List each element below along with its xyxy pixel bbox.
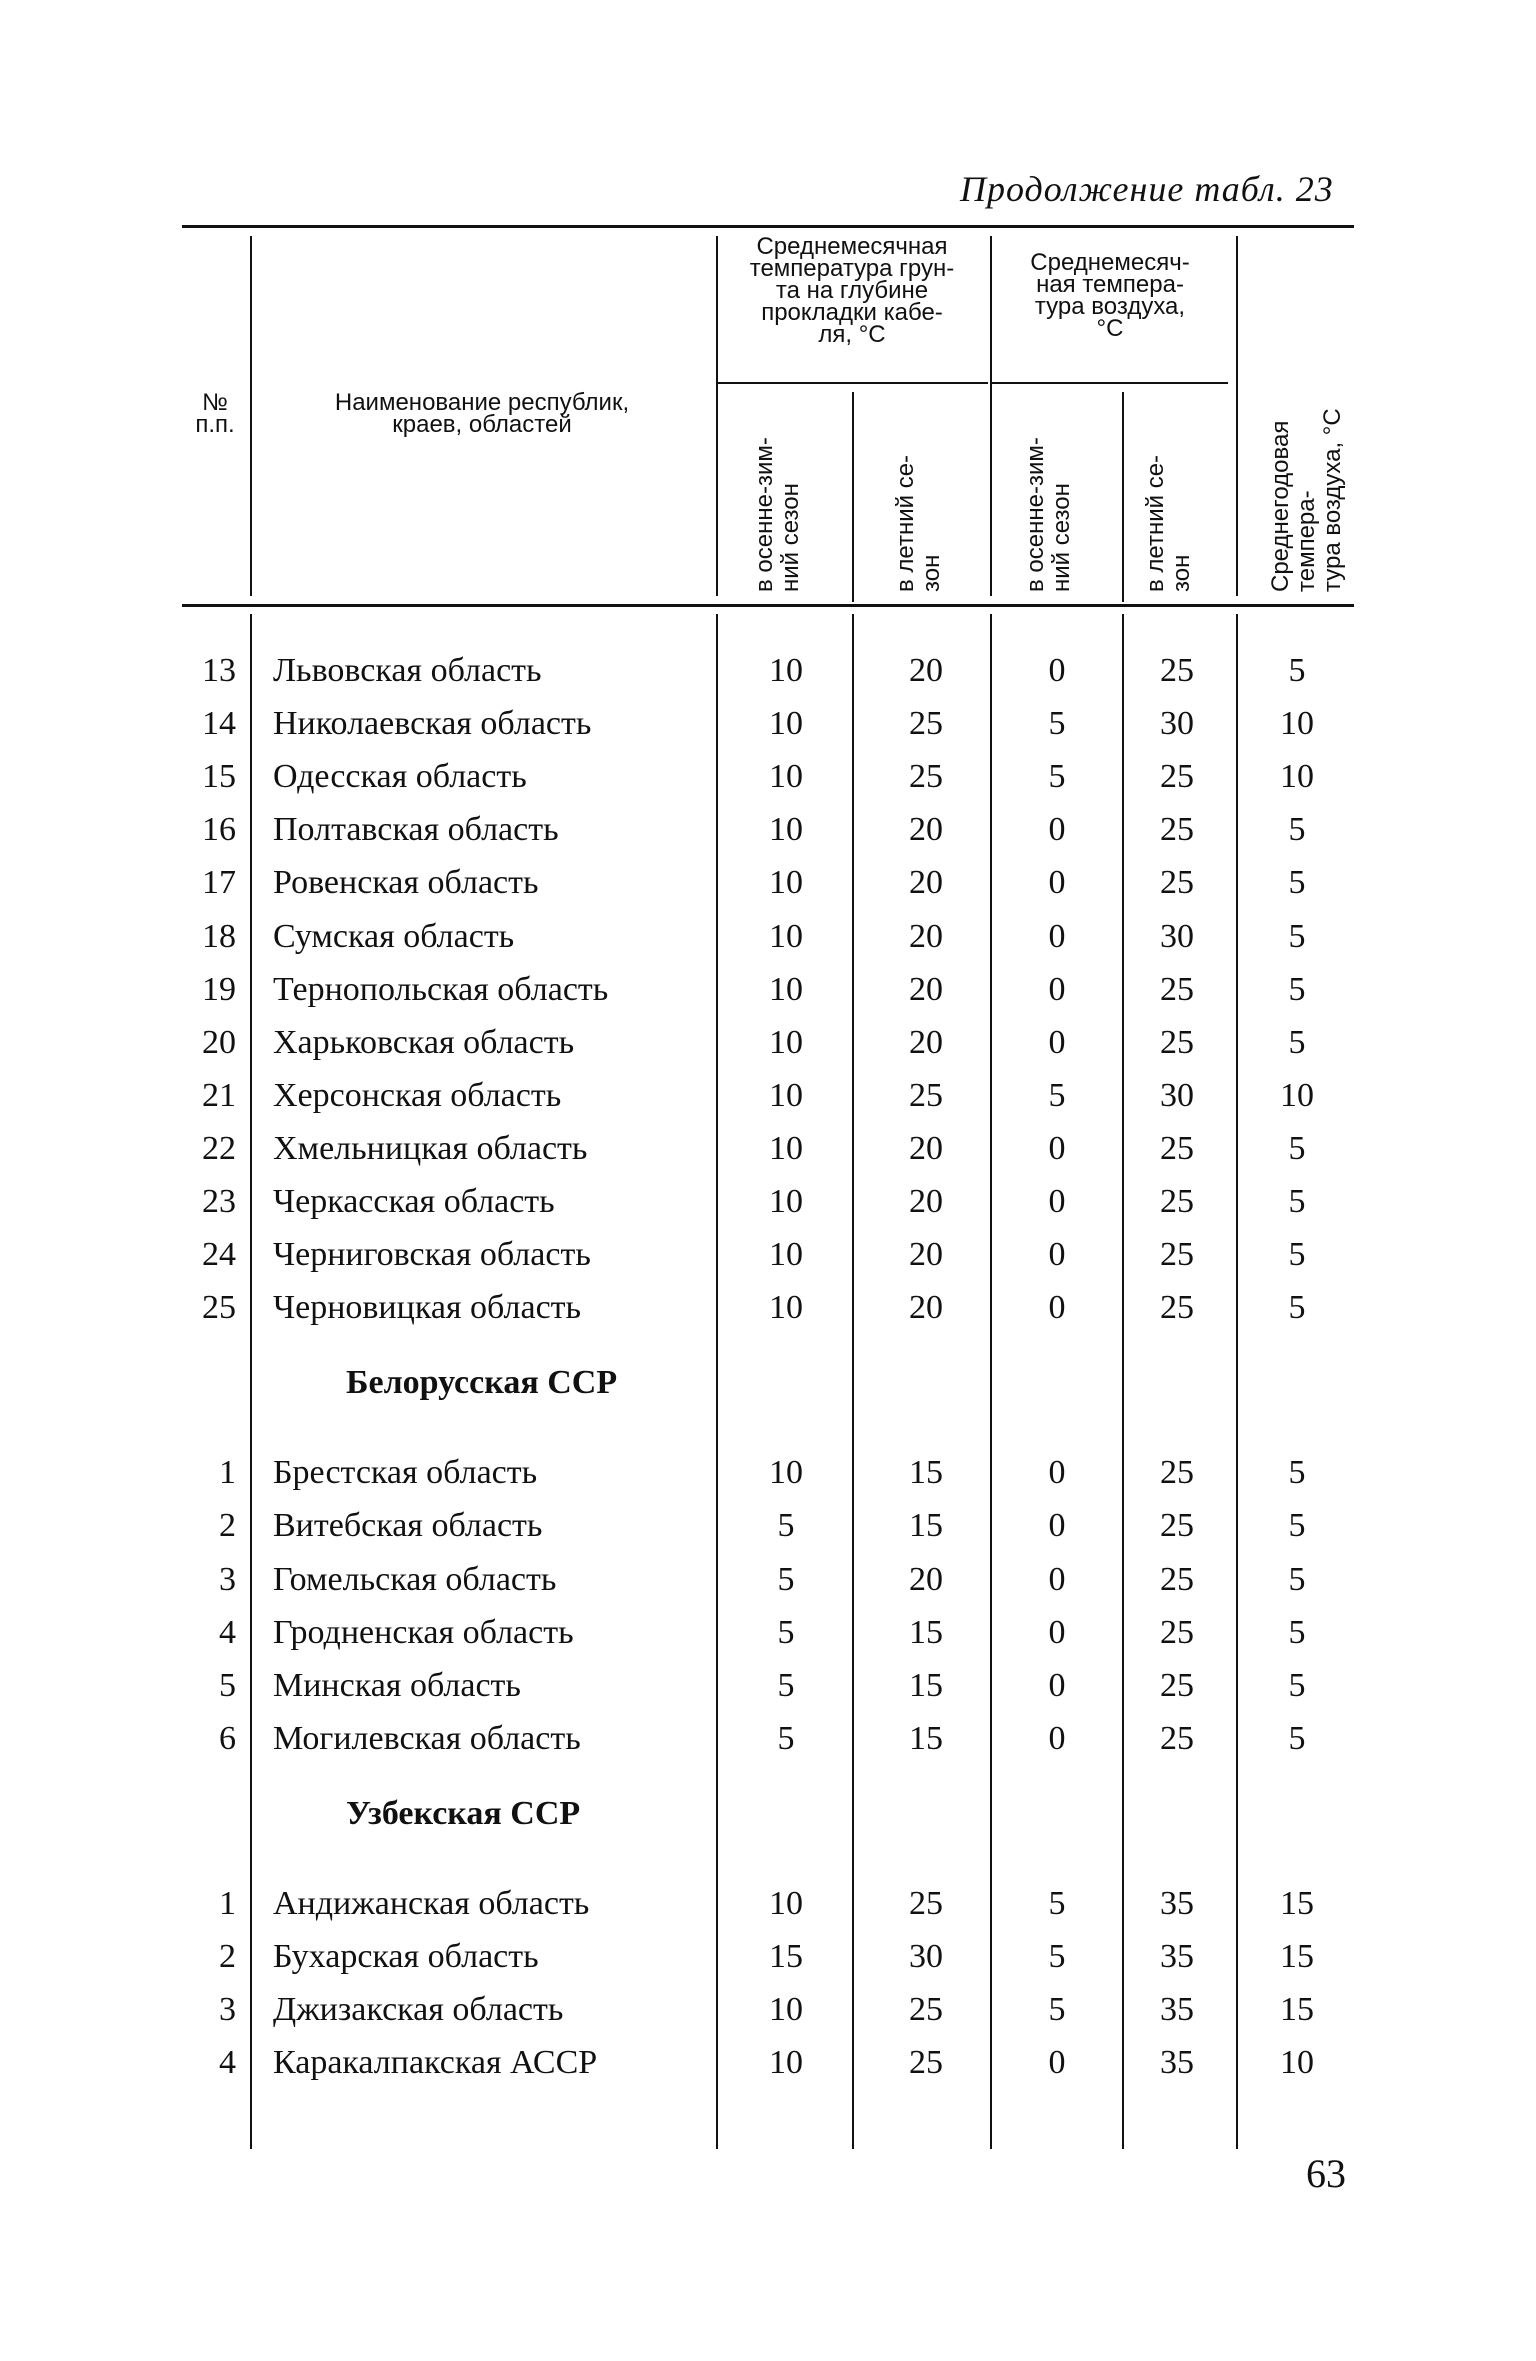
value-cell: 0 [1048,2044,1066,2082]
value-cell: 0 [1048,1560,1066,1598]
column-divider [250,236,252,596]
region-name: Львовская область [273,652,542,689]
value-cell: 25 [909,1076,943,1114]
value-cell: 0 [1048,1507,1066,1545]
value-cell: 25 [1160,1507,1194,1545]
value-cell: 10 [769,1884,803,1922]
value-cell: 25 [909,2044,943,2082]
value-cell: 20 [909,1560,943,1598]
table-row [0,1657,1536,1709]
row-number: 13 [202,652,236,689]
row-number: 14 [202,705,236,743]
value-cell: 10 [1280,1076,1314,1114]
row-number: 15 [202,758,236,796]
value-cell: 10 [769,1236,803,1274]
air-group-rule [992,382,1228,384]
value-cell: 25 [1160,1560,1194,1598]
table-row [0,854,1536,906]
table-row [0,1173,1536,1225]
value-cell: 25 [1160,758,1194,796]
table-row [0,1014,1536,1066]
value-cell: 5 [1288,1560,1306,1598]
row-number: 18 [202,917,236,955]
table-row [0,642,1536,694]
region-name: Одесская область [273,758,527,796]
value-cell: 10 [1280,758,1314,796]
value-cell: 25 [1160,1666,1194,1704]
row-number: 2 [219,1507,236,1545]
value-cell: 30 [1160,705,1194,743]
value-cell: 5 [1288,1289,1306,1327]
table-row [0,1981,1536,2033]
value-cell: 5 [777,1613,795,1651]
value-cell: 10 [769,1129,803,1167]
table-row [0,1226,1536,1278]
value-cell: 10 [769,864,803,902]
value-cell: 15 [909,1719,943,1757]
section-heading: Белорусская ССР [346,1364,618,1402]
value-cell: 0 [1048,1454,1066,1492]
table-row [0,908,1536,960]
value-cell: 0 [1048,1613,1066,1651]
header-ground-summer: в летний се- зон [892,454,945,592]
value-cell: 5 [1288,1183,1306,1220]
row-number: 17 [202,864,236,902]
table-row [0,1067,1536,1119]
value-cell: 5 [777,1507,795,1545]
value-cell: 5 [777,1719,795,1757]
value-cell: 5 [1048,1076,1066,1114]
region-name: Черниговская область [273,1236,591,1274]
value-cell: 15 [909,1507,943,1545]
column-divider [1236,236,1238,596]
region-name: Витебская область [273,1507,543,1545]
value-cell: 0 [1048,864,1066,902]
region-name: Бухарская область [273,1938,539,1975]
value-cell: 30 [909,1938,943,1975]
value-cell: 25 [1160,970,1194,1008]
value-cell: 10 [769,970,803,1008]
table-row [0,748,1536,800]
region-name: Черкасская область [273,1183,555,1220]
value-cell: 30 [1160,917,1194,955]
row-number: 5 [219,1666,236,1704]
table-row [0,695,1536,747]
value-cell: 25 [909,1884,943,1922]
value-cell: 5 [1288,652,1306,689]
row-number: 6 [219,1719,236,1757]
value-cell: 0 [1048,1719,1066,1757]
value-cell: 0 [1048,917,1066,955]
value-cell: 15 [1280,1938,1314,1975]
row-number: 24 [202,1236,236,1274]
header-bottom-rule [182,604,1354,607]
value-cell: 5 [1288,1236,1306,1274]
value-cell: 0 [1048,1289,1066,1327]
value-cell: 0 [1048,1129,1066,1167]
value-cell: 5 [1288,917,1306,955]
value-cell: 0 [1048,970,1066,1008]
region-name: Хмельницкая область [273,1129,588,1167]
header-ground-winter: в осенне-зим- ний сезон [751,437,804,592]
table-row [0,1497,1536,1549]
value-cell: 30 [1160,1076,1194,1114]
table-caption: Продолжение табл. 23 [960,169,1334,209]
table-top-rule [182,225,1354,228]
value-cell: 10 [769,1289,803,1327]
region-name: Харьковская область [273,1023,575,1061]
section-heading: Узбекская ССР [346,1794,581,1832]
value-cell: 25 [909,1991,943,2029]
row-number: 3 [219,1991,236,2029]
value-cell: 5 [1288,970,1306,1008]
value-cell: 20 [909,1236,943,1274]
row-number: 20 [202,1023,236,1061]
value-cell: 15 [909,1666,943,1704]
region-name: Брестская область [273,1454,538,1492]
row-number: 3 [219,1560,236,1598]
value-cell: 35 [1160,1884,1194,1922]
value-cell: 5 [1048,758,1066,796]
value-cell: 5 [1288,864,1306,902]
value-cell: 25 [1160,1613,1194,1651]
row-number: 4 [219,2044,236,2082]
value-cell: 5 [1288,1129,1306,1167]
value-cell: 25 [1160,1236,1194,1274]
value-cell: 10 [769,917,803,955]
value-cell: 35 [1160,1938,1194,1975]
row-number: 1 [219,1884,236,1922]
value-cell: 10 [769,2044,803,2082]
value-cell: 0 [1048,811,1066,849]
value-cell: 5 [1048,1991,1066,2029]
value-cell: 25 [909,705,943,743]
value-cell: 5 [1288,1613,1306,1651]
header-ground-group: Среднемесячная температура грун- та на глубине прокладки кабе- ля, °С [749,233,955,348]
row-number: 21 [202,1076,236,1114]
header-air-winter: в осенне-зим- ний сезон [1022,437,1075,592]
value-cell: 25 [1160,652,1194,689]
region-name: Гомельская область [273,1560,557,1598]
value-cell: 20 [909,652,943,689]
value-cell: 25 [1160,1719,1194,1757]
row-number: 2 [219,1938,236,1975]
value-cell: 5 [1288,811,1306,849]
row-number: 22 [202,1129,236,1167]
value-cell: 0 [1048,1023,1066,1061]
value-cell: 15 [1280,1884,1314,1922]
region-name: Тернопольская область [273,970,609,1008]
value-cell: 20 [909,1289,943,1327]
table-row [0,801,1536,853]
row-number: 1 [219,1454,236,1492]
value-cell: 20 [909,1183,943,1220]
value-cell: 10 [769,1076,803,1114]
region-name: Андижанская область [273,1884,590,1922]
column-divider [1122,392,1124,602]
region-name: Херсонская область [273,1076,562,1114]
value-cell: 5 [1288,1719,1306,1757]
region-name: Джизакская область [273,1991,564,2029]
value-cell: 25 [1160,864,1194,902]
value-cell: 25 [1160,1454,1194,1492]
header-name: Наименование республик, краев, областей [334,389,630,438]
region-name: Черновицкая область [273,1289,582,1327]
value-cell: 25 [1160,1183,1194,1220]
value-cell: 15 [1280,1991,1314,2029]
value-cell: 35 [1160,1991,1194,2029]
value-cell: 0 [1048,1183,1066,1220]
value-cell: 20 [909,970,943,1008]
region-name: Полтавская область [273,811,559,849]
value-cell: 5 [1288,1666,1306,1704]
table-row [0,1875,1536,1927]
column-divider [852,392,854,602]
row-number: 4 [219,1613,236,1651]
value-cell: 15 [909,1613,943,1651]
region-name: Могилевская область [273,1719,581,1757]
value-cell: 5 [777,1560,795,1598]
row-number: 16 [202,811,236,849]
value-cell: 5 [1288,1507,1306,1545]
value-cell: 25 [909,758,943,796]
value-cell: 20 [909,1023,943,1061]
table-row [0,1604,1536,1656]
region-name: Ровенская область [273,864,539,902]
value-cell: 25 [1160,811,1194,849]
value-cell: 10 [1280,2044,1314,2082]
value-cell: 10 [769,1454,803,1492]
value-cell: 10 [769,758,803,796]
value-cell: 15 [909,1454,943,1492]
page-number: 63 [1306,2151,1346,2196]
value-cell: 0 [1048,1236,1066,1274]
region-name: Сумская область [273,917,515,955]
value-cell: 10 [769,1991,803,2029]
value-cell: 5 [1048,1884,1066,1922]
value-cell: 25 [1160,1023,1194,1061]
value-cell: 20 [909,864,943,902]
region-name: Минская область [273,1666,521,1704]
value-cell: 35 [1160,2044,1194,2082]
value-cell: 10 [769,811,803,849]
region-name: Каракалпакская АССР [273,2044,598,2082]
value-cell: 20 [909,1129,943,1167]
value-cell: 5 [777,1666,795,1704]
header-air-summer: в летний се- зон [1142,454,1195,592]
value-cell: 5 [1288,1454,1306,1492]
header-annual: Среднегодовая темпера- тура воздуха, °С [1267,408,1346,592]
row-number: 25 [202,1289,236,1327]
value-cell: 20 [909,917,943,955]
value-cell: 0 [1048,652,1066,689]
row-number: 19 [202,970,236,1008]
region-name: Николаевская область [273,705,592,743]
region-name: Гродненская область [273,1613,574,1651]
value-cell: 10 [1280,705,1314,743]
value-cell: 10 [769,1183,803,1220]
value-cell: 15 [769,1938,803,1975]
table-row [0,961,1536,1013]
value-cell: 25 [1160,1289,1194,1327]
value-cell: 10 [769,705,803,743]
value-cell: 20 [909,811,943,849]
value-cell: 0 [1048,1666,1066,1704]
value-cell: 10 [769,652,803,689]
table-row [0,2034,1536,2086]
value-cell: 10 [769,1023,803,1061]
header-air-group: Среднемесяч- ная темпера- тура воздуха, °С [1030,249,1190,342]
ground-group-rule [716,382,988,384]
table-row [0,1279,1536,1331]
table-row [0,1551,1536,1603]
table-row [0,1710,1536,1762]
table-row [0,1120,1536,1172]
value-cell: 25 [1160,1129,1194,1167]
table-row [0,1444,1536,1496]
value-cell: 5 [1288,1023,1306,1061]
table-row [0,1928,1536,1980]
header-num: № п.п. [195,389,235,438]
row-number: 23 [202,1183,236,1220]
value-cell: 5 [1048,1938,1066,1975]
value-cell: 5 [1048,705,1066,743]
